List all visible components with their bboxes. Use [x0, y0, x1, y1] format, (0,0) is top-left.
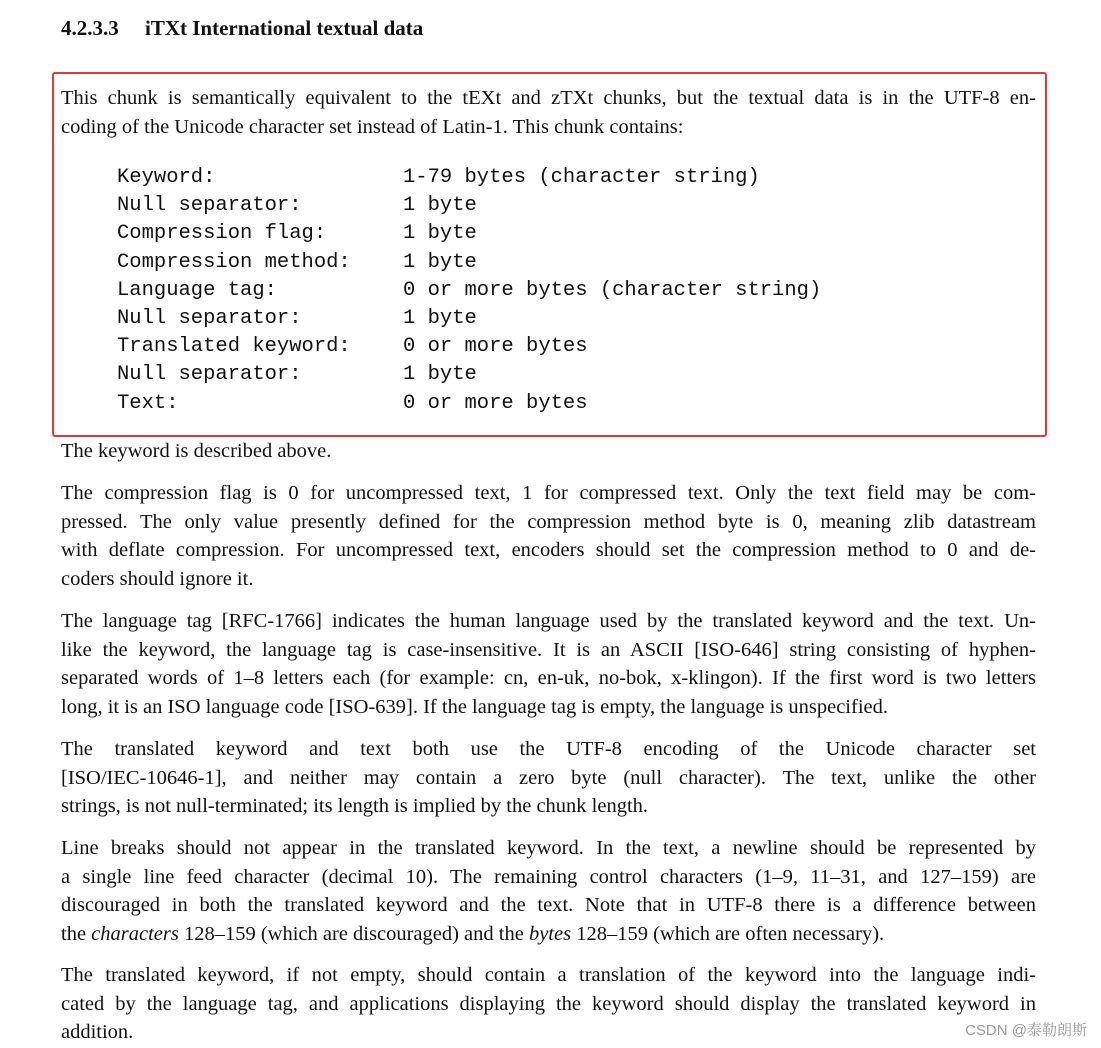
- text-line: [ISO/IEC-10646-1], and neither may contain a zero byte (null character). The text, unlike the other: [61, 766, 1036, 789]
- field-name: Null separator:: [117, 307, 302, 331]
- text-line: a single line feed character (decimal 10). The remaining control characters (1–9, 11–31, and 127–159) are: [61, 865, 1036, 888]
- text-line: The translated keyword and text both use the UTF-8 encoding of the Unicode character set: [61, 738, 1036, 760]
- text-line: discouraged in both the translated keyword and the text. Note that in UTF-8 there is a difference between: [61, 894, 1036, 916]
- intro-paragraph: [61, 84, 1036, 141]
- text-line: [61, 920, 1036, 949]
- field-row: [117, 277, 821, 305]
- field-row: [117, 390, 821, 418]
- line-breaks-paragraph: [61, 834, 1036, 948]
- section-heading: [61, 14, 423, 42]
- field-name: Keyword:: [117, 166, 216, 189]
- field-value: 1 byte: [403, 307, 477, 331]
- field-name: Compression method:: [117, 250, 351, 274]
- field-row: [117, 361, 821, 389]
- field-value: 1 byte: [403, 250, 477, 274]
- field-name: Null separator:: [117, 363, 302, 387]
- field-row: [117, 249, 821, 277]
- field-value: 1 byte: [403, 222, 477, 246]
- field-value: 0 or more bytes: [403, 335, 588, 359]
- text-line: cated by the language tag, and applications displaying the keyword should display the translated keyword in: [61, 992, 1036, 1015]
- text-line: The translated keyword, if not empty, should contain a translation of the keyword into the language indi-: [61, 964, 1036, 986]
- text-line: with deflate compression. For uncompressed text, encoders should set the compression method to 0 and de-: [61, 539, 1036, 561]
- text-line: The keyword is described above.: [61, 440, 332, 462]
- field-value: 0 or more bytes (character string): [403, 278, 822, 302]
- field-value: 1 byte: [403, 194, 477, 218]
- compression-paragraph: [61, 479, 1036, 593]
- field-name: Language tag:: [117, 278, 277, 302]
- field-name: Translated keyword:: [117, 335, 351, 359]
- field-row: [117, 220, 821, 248]
- text-line: addition.: [61, 1021, 134, 1043]
- field-row: [117, 192, 821, 220]
- text-line: like the keyword, the language tag is case-insensitive. It is an ASCII [ISO-646] string consisting of hyphen-: [61, 638, 1036, 661]
- language-tag-paragraph: [61, 607, 1036, 721]
- translated-keyword-paragraph: [61, 961, 1036, 1047]
- field-row: [117, 305, 821, 333]
- field-value: 1 byte: [403, 363, 477, 387]
- field-row: [117, 333, 821, 361]
- field-name: Null separator:: [117, 194, 302, 218]
- field-list: [117, 164, 821, 418]
- text-run: 128–159 (which are often necessary).: [571, 922, 885, 945]
- text-run: 128–159 (which are discouraged) and the: [178, 922, 529, 945]
- utf8-paragraph: [61, 735, 1036, 821]
- text-line: strings, is not null-terminated; its length is implied by the chunk length.: [61, 795, 649, 817]
- text-line: The compression flag is 0 for uncompressed text, 1 for compressed text. Only the text field may be com-: [61, 482, 1036, 504]
- emphasis-bytes: bytes: [528, 922, 572, 945]
- text-line: coding of the Unicode character set instead of Latin-1. This chunk contains:: [61, 115, 684, 138]
- field-value: 0 or more bytes: [403, 391, 588, 415]
- text-line: Line breaks should not appear in the translated keyword. In the text, a newline should be represented by: [61, 837, 1036, 859]
- watermark: CSDN @泰勒朗斯: [965, 1022, 1087, 1039]
- section-number: 4.2.3.3: [61, 16, 119, 40]
- text-line: The language tag [RFC-1766] indicates the human language used by the translated keyword and the text. Un-: [61, 610, 1036, 632]
- text-line: long, it is an ISO language code [ISO-639]. If the language tag is empty, the language is unspecified.: [61, 695, 888, 718]
- emphasis-characters: characters: [91, 922, 179, 945]
- field-name: Compression flag:: [117, 222, 327, 246]
- field-row: [117, 164, 821, 192]
- text-line: pressed. The only value presently defined for the compression method byte is 0, meaning zlib datastream: [61, 510, 1036, 533]
- section-title: iTXt International textual data: [145, 16, 424, 40]
- text-run: the: [61, 922, 92, 945]
- field-value: 1-79 bytes (character string): [403, 166, 760, 189]
- text-line: separated words of 1–8 letters each (for example: cn, en-uk, no-bok, x-klingon). If the first word is two letters: [61, 667, 1036, 689]
- keyword-paragraph: [61, 437, 1036, 466]
- text-line: This chunk is semantically equivalent to the tEXt and zTXt chunks, but the textual data is in the UTF-8 en-: [61, 87, 1036, 109]
- text-line: coders should ignore it.: [61, 567, 254, 590]
- field-name: Text:: [117, 391, 179, 415]
